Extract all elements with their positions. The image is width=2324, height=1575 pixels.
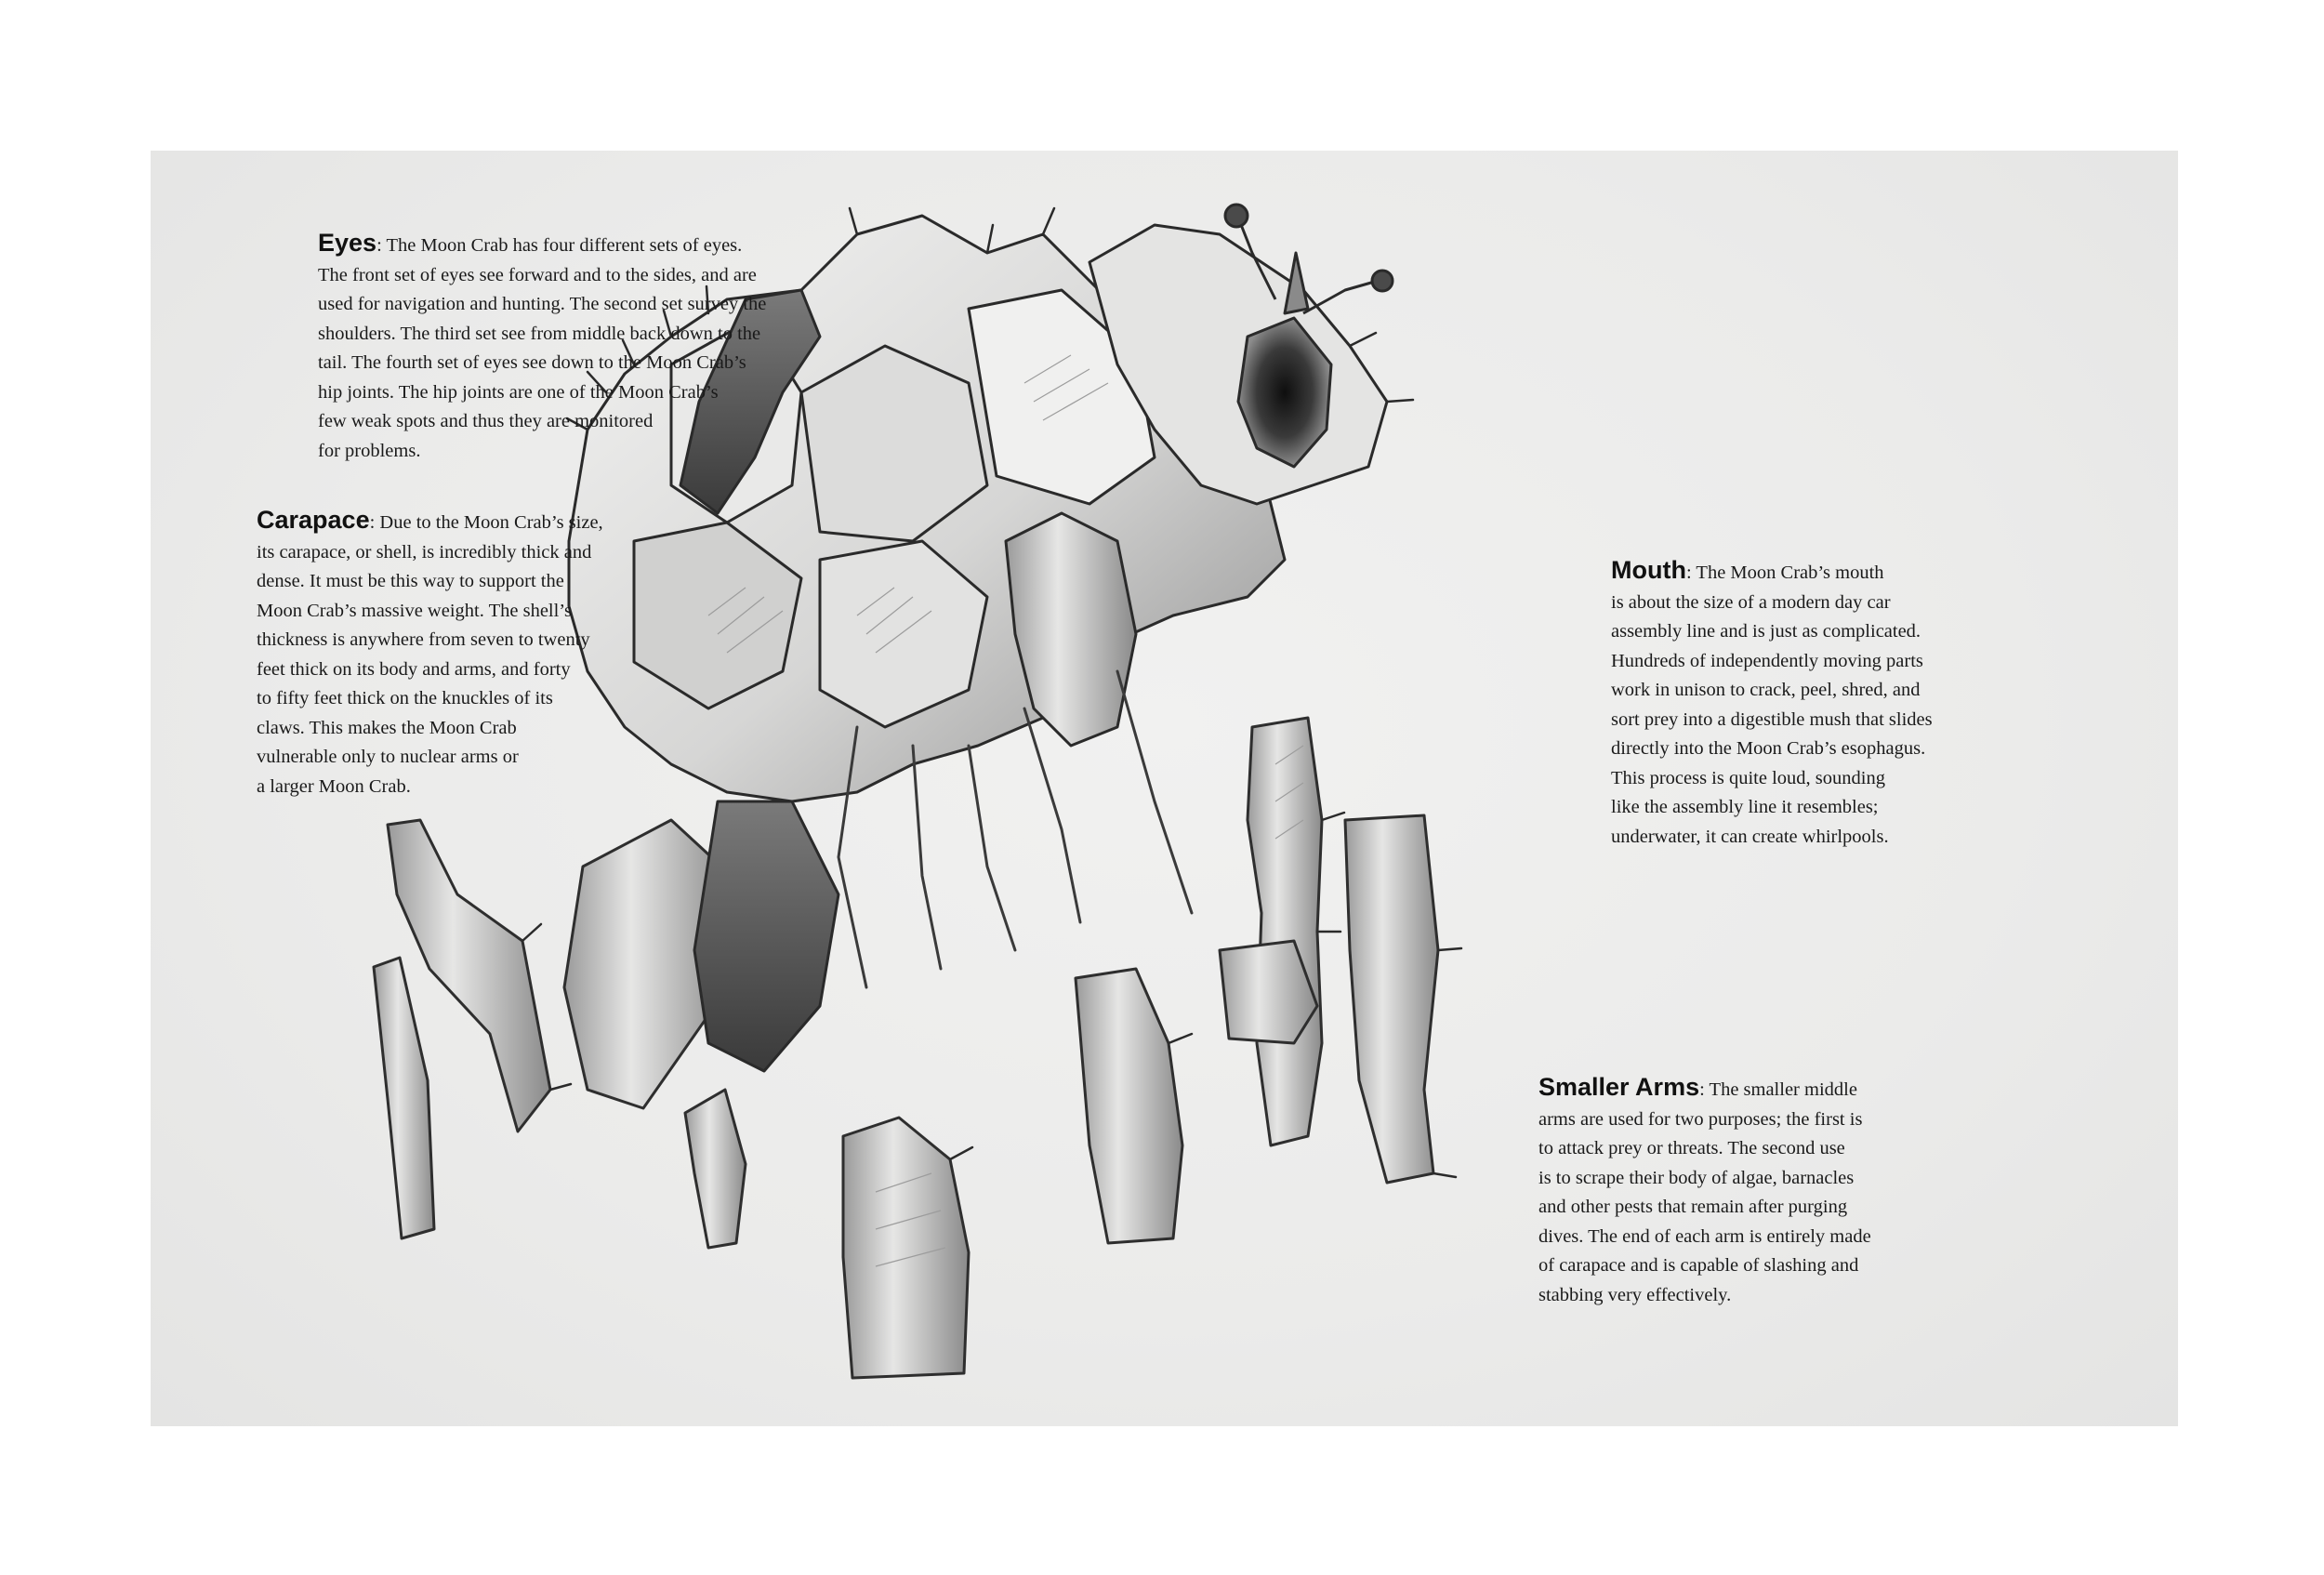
smaller-arms-body: : The smaller middle arms are used for two purposes; the first is to attack prey or threats. The second use is to scrape their body of algae, barnacles and other pests that remain after purging dives. The end of each arm is entirely made of carapace and is capable of slashing and stabbing very effectively. (1538, 1079, 1871, 1305)
mouth-caption (1611, 556, 2076, 852)
eye-right (1372, 271, 1393, 291)
eye-left (1225, 205, 1248, 227)
middle-right-leg (1076, 969, 1182, 1243)
eyes-caption (318, 229, 838, 466)
small-arm-3 (969, 746, 1015, 950)
far-right-leg (1345, 815, 1438, 1183)
mouth-heading: Mouth (1611, 556, 1686, 584)
crab-legs (374, 718, 1438, 1378)
small-arm-5 (1117, 671, 1192, 913)
smaller-arms-heading: Smaller Arms (1538, 1073, 1700, 1101)
sketch-paper (151, 151, 2178, 1426)
eyes-body: : The Moon Crab has four different sets of eyes. The front set of eyes see forward and to the sides, and are used for navigation and hunting. The second set survey the shoulders. The third set see from middle back down to the tail. The fourth set of eyes see down to the Moon Crab’s hip joints. The hip joints are one of the Moon Crab’s few weak spots and thus they are monitored for problems. (318, 235, 767, 461)
eye-stalk-right (1303, 281, 1378, 313)
eyes-heading: Eyes (318, 229, 377, 257)
mouth-body: : The Moon Crab’s mouth is about the size of a modern day car assembly line and is just as complicated. Hundreds of independently moving parts work in unison to crack, peel, shred, and sort prey into a digestible mush that slides directly into the Moon Crab’s esophagus. This process is quite loud, sounding like the assembly line it resembles; underwater, it can create whirlpools. (1611, 562, 1933, 847)
carapace-body: : Due to the Moon Crab’s size, its carapace, or shell, is incredibly thick and dense. It must be this way to support the Moon Crab’s massive weight. The shell’s thickness is anywhere from seven to twenty feet thick on its body and arms, and forty to fifty feet thick on the knuckles of its claws. This makes the Moon Crab vulnerable only to nuclear arms or a larger Moon Crab. (257, 512, 603, 797)
underside-claw (694, 801, 838, 1071)
right-front-leg (1248, 718, 1322, 1145)
left-claw-stub (374, 958, 434, 1238)
carapace-caption (257, 506, 703, 801)
left-knee-claw (685, 1090, 746, 1248)
carapace-heading: Carapace (257, 506, 370, 534)
small-arm-2 (913, 746, 941, 969)
center-front-leg (843, 1118, 969, 1378)
smaller-arms-caption (1538, 1073, 2022, 1310)
